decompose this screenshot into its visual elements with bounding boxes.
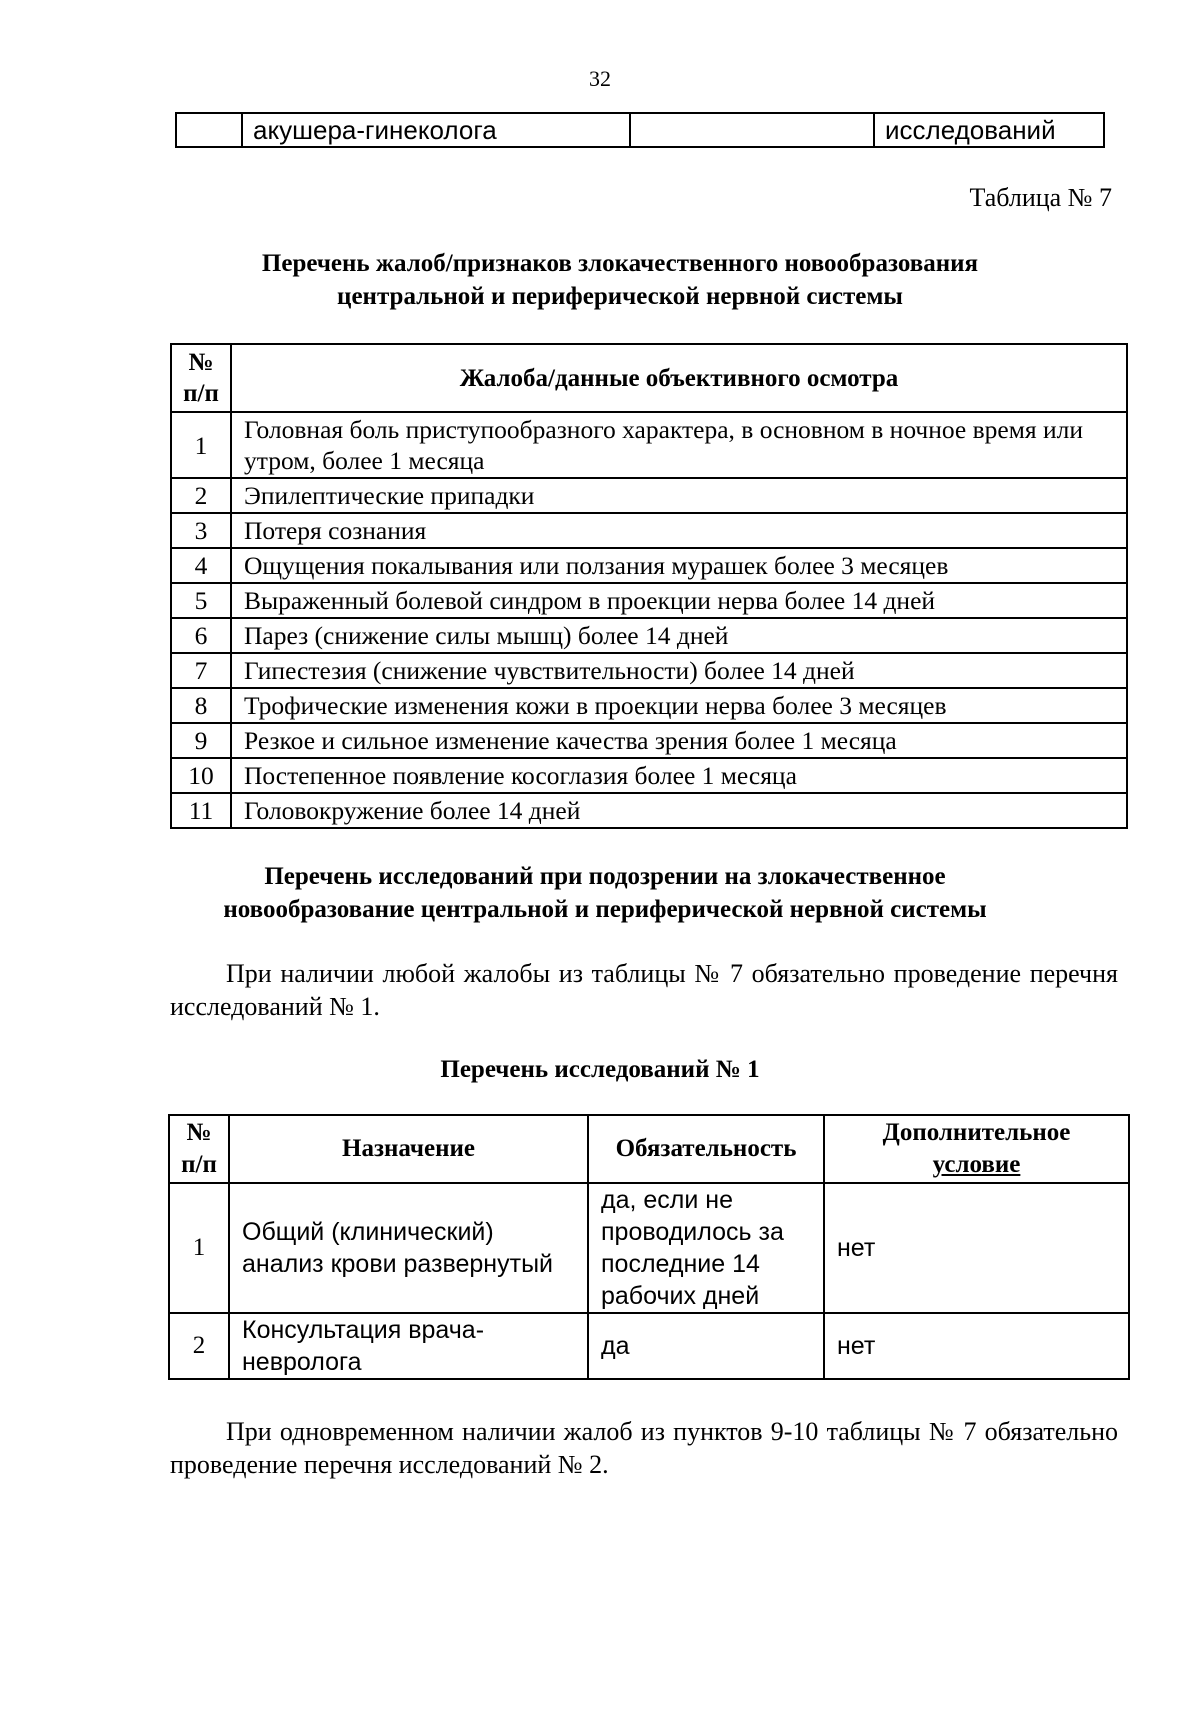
- table-row: [171, 688, 1127, 723]
- table-cell: [176, 113, 242, 147]
- studies-table: [168, 1114, 1130, 1380]
- row-number: 9: [171, 723, 231, 758]
- row-text: Трофические изменения кожи в проекции нерва более 3 месяцев: [231, 688, 1127, 723]
- continuation-table: [175, 112, 1105, 148]
- cell-line: последние 14: [601, 1250, 760, 1278]
- cell-line: невролога: [242, 1348, 362, 1376]
- row-text: Потеря сознания: [231, 513, 1127, 548]
- studies-title: [0, 860, 1200, 926]
- table-row: [169, 1313, 1129, 1379]
- table-label: Таблица № 7: [969, 183, 1112, 212]
- table-cell: [630, 113, 874, 147]
- table-row: [176, 113, 1104, 147]
- header-text: Дополнительное: [882, 1119, 1071, 1146]
- header-text: №: [188, 349, 214, 376]
- table-row: [171, 513, 1127, 548]
- row-number: 7: [171, 653, 231, 688]
- column-header-complaint: Жалоба/данные объективного осмотра: [231, 344, 1127, 412]
- table-row: [171, 758, 1127, 793]
- row-number: 2: [171, 478, 231, 513]
- row-additional: нет: [824, 1183, 1129, 1313]
- row-number: 11: [171, 793, 231, 828]
- paragraph: [170, 957, 1118, 1023]
- table-row: [171, 412, 1127, 478]
- title-line: Перечень жалоб/признаков злокачественного новообразования: [261, 250, 979, 277]
- list-title: Перечень исследований № 1: [440, 1056, 760, 1083]
- row-number: 6: [171, 618, 231, 653]
- table-row: [171, 618, 1127, 653]
- row-number: 1: [169, 1183, 229, 1313]
- row-purpose: [229, 1183, 588, 1313]
- column-header-number: [169, 1115, 229, 1183]
- paragraph: [170, 1415, 1118, 1481]
- table-header-row: [169, 1115, 1129, 1183]
- row-additional: нет: [824, 1313, 1129, 1379]
- paragraph-text: При одновременном наличии жалоб из пунктов 9-10 таблицы № 7 обязательно проведение перечня исследований № 2.: [170, 1417, 1118, 1479]
- row-number: 2: [169, 1313, 229, 1379]
- table-header-row: [171, 344, 1127, 412]
- header-text: условие: [932, 1151, 1021, 1178]
- row-text: Гипестезия (снижение чувствительности) более 14 дней: [231, 653, 1127, 688]
- table-row: [171, 548, 1127, 583]
- column-header-mandatory: Обязательность: [588, 1115, 824, 1183]
- header-text: №: [186, 1119, 212, 1146]
- table-cell: акушера-гинеколога: [242, 113, 630, 147]
- row-number: 10: [171, 758, 231, 793]
- cell-line: анализ крови развернутый: [242, 1250, 553, 1278]
- cell-line: Общий (клинический): [242, 1218, 494, 1246]
- row-number: 8: [171, 688, 231, 723]
- complaints-title: [0, 247, 1200, 313]
- row-text: Ощущения покалывания или ползания мурашек более 3 месяцев: [231, 548, 1127, 583]
- row-text: Головная боль приступообразного характера, в основном в ночное время или утром, более 1 месяца: [231, 412, 1127, 478]
- table-row: [171, 793, 1127, 828]
- row-text: Парез (снижение силы мышц) более 14 дней: [231, 618, 1127, 653]
- table-row: [171, 653, 1127, 688]
- title-line: центральной и периферической нервной системы: [337, 283, 903, 310]
- table-row: [171, 478, 1127, 513]
- column-header-purpose: Назначение: [229, 1115, 588, 1183]
- column-header-additional: [824, 1115, 1129, 1183]
- row-purpose: [229, 1313, 588, 1379]
- row-mandatory: [588, 1183, 824, 1313]
- cell-line: рабочих дней: [601, 1282, 760, 1310]
- title-line: Перечень исследований при подозрении на злокачественное: [264, 863, 946, 890]
- row-text: Постепенное появление косоглазия более 1 месяца: [231, 758, 1127, 793]
- complaints-table: [170, 343, 1128, 829]
- page-number: 32: [589, 66, 611, 91]
- row-text: Эпилептические припадки: [231, 478, 1127, 513]
- title-line: новообразование центральной и периферической нервной системы: [223, 896, 987, 923]
- row-mandatory: да: [588, 1313, 824, 1379]
- header-text: п/п: [183, 380, 219, 407]
- cell-line: проводилось за: [601, 1218, 784, 1246]
- row-number: 3: [171, 513, 231, 548]
- row-number: 5: [171, 583, 231, 618]
- row-text: Резкое и сильное изменение качества зрения более 1 месяца: [231, 723, 1127, 758]
- table-row: [169, 1183, 1129, 1313]
- table-row: [171, 583, 1127, 618]
- column-header-number: [171, 344, 231, 412]
- row-number: 1: [171, 412, 231, 478]
- row-number: 4: [171, 548, 231, 583]
- header-text: п/п: [181, 1151, 217, 1178]
- table-row: [171, 723, 1127, 758]
- cell-line: да, если не: [601, 1186, 733, 1214]
- row-text: Головокружение более 14 дней: [231, 793, 1127, 828]
- table-cell: исследований: [874, 113, 1104, 147]
- row-text: Выраженный болевой синдром в проекции нерва более 14 дней: [231, 583, 1127, 618]
- paragraph-text: При наличии любой жалобы из таблицы № 7 обязательно проведение перечня исследований № 1.: [170, 959, 1118, 1021]
- cell-line: Консультация врача-: [242, 1316, 485, 1344]
